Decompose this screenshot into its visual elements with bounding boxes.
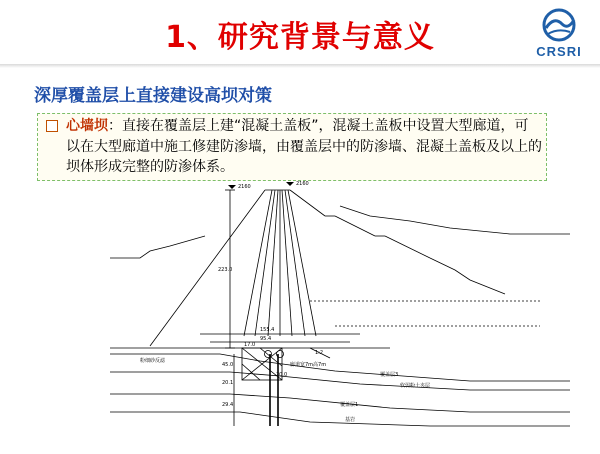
callout-box <box>37 113 547 181</box>
layer1-label: 覆盖层1 <box>340 402 359 408</box>
callout-term: 心墙坝 <box>66 118 108 134</box>
dam-downstream-slope-upper <box>290 190 325 216</box>
dam-cross-section-diagram <box>110 176 570 450</box>
layer3-label: 覆盖层3 <box>380 372 399 378</box>
height-label: 223.0 <box>218 267 233 273</box>
logo-text: CRSRI <box>536 44 582 59</box>
bedrock-label: 基岩 <box>345 417 356 423</box>
slope-label: 1:2 <box>315 350 324 356</box>
section-subtitle: 深厚覆盖层上直接建设高坝对策 <box>34 86 272 106</box>
dim-29-label: 29.4 <box>222 402 234 408</box>
crsri-emblem-icon <box>528 6 590 46</box>
dam-section-svg <box>110 176 570 450</box>
gallery-label: 廊道宽7m高7m <box>290 362 327 368</box>
layer-boundary-3 <box>110 354 570 381</box>
callout-body: ：直接在覆盖层上建“混凝土盖板”，混凝土盖板中设置大型廊道，可以在大型廊道中施工修建防渗墙，由覆盖层中的防渗墙、混凝土盖板及以上的坝体形成完整的防渗体系。 <box>66 118 542 175</box>
dim-20b-label: 20.0 <box>276 372 288 378</box>
right-ground-profile <box>340 206 570 234</box>
dam-upstream-slope <box>150 190 265 346</box>
checkbox-bullet-icon <box>46 120 58 132</box>
left-layer-label: 粉细砂反滤 <box>140 358 166 364</box>
layer2-label: 软弱粉土夹层 <box>400 383 431 389</box>
dim-17-label: 17.0 <box>244 342 256 348</box>
crest-elev-right: 2160 <box>296 181 309 187</box>
crsri-logo <box>528 6 590 64</box>
width-bottom-label: 95.4 <box>260 336 272 342</box>
dim-45-label: 45.0 <box>222 362 234 368</box>
title-divider <box>0 64 600 68</box>
callout-text <box>66 116 542 178</box>
width-top-label: 155.4 <box>260 327 275 333</box>
slide-title: 1、研究背景与意义 <box>165 20 435 55</box>
crest-elev-left: 2160 <box>238 184 251 190</box>
bedrock-boundary <box>110 412 570 426</box>
dim-20a-label: 20.1 <box>222 380 234 386</box>
right-slope-profile <box>430 258 505 294</box>
left-ground-profile <box>110 236 205 258</box>
